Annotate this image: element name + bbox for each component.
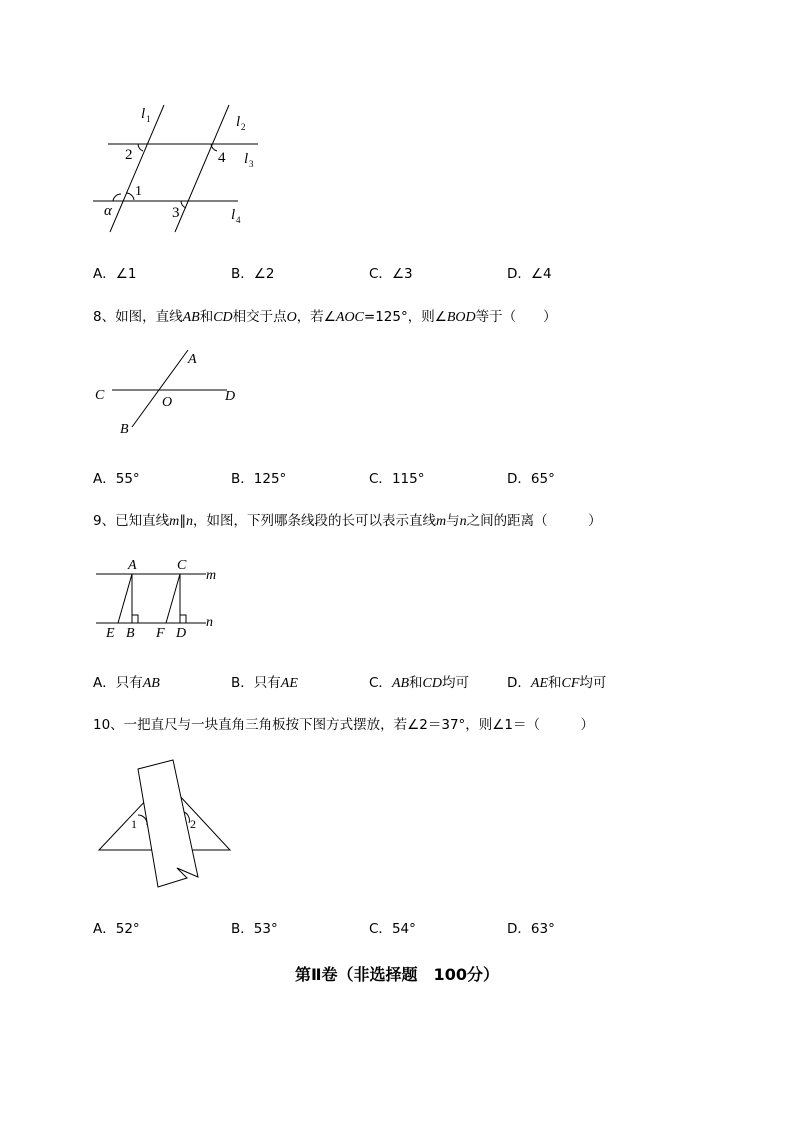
q8-option-a[interactable]: A．55°	[93, 471, 140, 487]
label-angle-1: 1	[135, 184, 142, 199]
q9-options	[93, 671, 733, 691]
label-n: n	[206, 615, 213, 630]
label-a: A	[188, 352, 197, 367]
line-l1	[110, 105, 164, 232]
intersecting-lines-diagram	[90, 345, 250, 445]
line-l2	[175, 105, 229, 232]
parallel-lines-diagram	[88, 100, 278, 240]
angle-arc-1	[126, 193, 134, 200]
ruler-triangle-diagram	[95, 755, 240, 895]
segment-cf	[166, 574, 180, 623]
right-angle-b	[132, 615, 138, 623]
label-f: F	[156, 626, 165, 641]
label-c: C	[95, 388, 105, 403]
q8-figure	[90, 345, 250, 449]
label-l1: l	[141, 106, 146, 122]
label-l2-sub: 2	[241, 122, 246, 132]
label-l2: l	[236, 114, 241, 130]
q9-option-c[interactable]: C．AB和CD均可	[369, 675, 469, 691]
q10-option-b[interactable]: B．53°	[231, 921, 278, 937]
q8-stem: 8、如图，直线AB和CD相交于点O，若∠AOC=125°，则∠BOD等于（ ）	[93, 309, 557, 325]
right-angle-d	[180, 615, 186, 623]
q9-option-b[interactable]: B．只有AE	[231, 675, 298, 691]
q8-options	[93, 467, 733, 487]
parallel-distance-diagram	[90, 553, 230, 643]
q10-figure	[95, 755, 240, 899]
label-angle-2: 2	[190, 817, 196, 831]
label-d: D	[225, 389, 236, 404]
q10-option-d[interactable]: D．63°	[507, 921, 555, 937]
q9-stem: 9、已知直线m∥n，如图，下列哪条线段的长可以表示直线m与n之间的距离（ ）	[93, 513, 602, 529]
label-alpha: α	[104, 203, 112, 219]
label-o: O	[162, 395, 173, 410]
q8-option-c[interactable]: C．115°	[369, 471, 425, 487]
label-b: B	[126, 626, 135, 641]
angle-arc-alpha	[113, 194, 121, 201]
q10-options	[93, 917, 733, 937]
q9-option-d[interactable]: D．AE和CF均可	[507, 675, 607, 691]
q7-option-c[interactable]: C．∠3	[369, 266, 413, 282]
label-c: C	[177, 558, 187, 573]
label-l3-sub: 3	[249, 159, 254, 169]
label-m: m	[206, 568, 217, 583]
label-d: D	[176, 626, 187, 641]
label-l3: l	[244, 151, 249, 167]
q9-figure	[90, 553, 230, 647]
q7-option-a[interactable]: A．∠1	[93, 266, 137, 282]
q8-option-d[interactable]: D．65°	[507, 471, 555, 487]
label-b: B	[120, 422, 129, 437]
q9-option-a[interactable]: A．只有AB	[93, 675, 160, 691]
line-ab	[132, 350, 188, 427]
label-e: E	[106, 626, 115, 641]
label-angle-3: 3	[172, 205, 180, 221]
q10-option-a[interactable]: A．52°	[93, 921, 140, 937]
label-angle-1: 1	[131, 817, 137, 831]
label-angle-4: 4	[218, 150, 226, 166]
q7-options	[93, 262, 733, 282]
segment-ae	[118, 574, 132, 623]
label-angle-2: 2	[125, 147, 133, 163]
label-a: A	[128, 558, 137, 573]
label-l4-sub: 4	[236, 215, 241, 225]
label-l4: l	[231, 207, 236, 223]
q7-option-b[interactable]: B．∠2	[231, 266, 275, 282]
label-l1-sub: 1	[146, 114, 151, 124]
q7-figure	[88, 100, 278, 244]
q10-stem: 10、一把直尺与一块直角三角板按下图方式摆放，若∠2＝37°，则∠1＝（ ）	[93, 717, 594, 733]
angle-arc-2	[138, 144, 143, 151]
q7-option-d[interactable]: D．∠4	[507, 266, 552, 282]
q8-option-b[interactable]: B．125°	[231, 471, 287, 487]
q10-option-c[interactable]: C．54°	[369, 921, 416, 937]
section-title: 第Ⅱ卷（非选择题 100分）	[295, 965, 499, 984]
